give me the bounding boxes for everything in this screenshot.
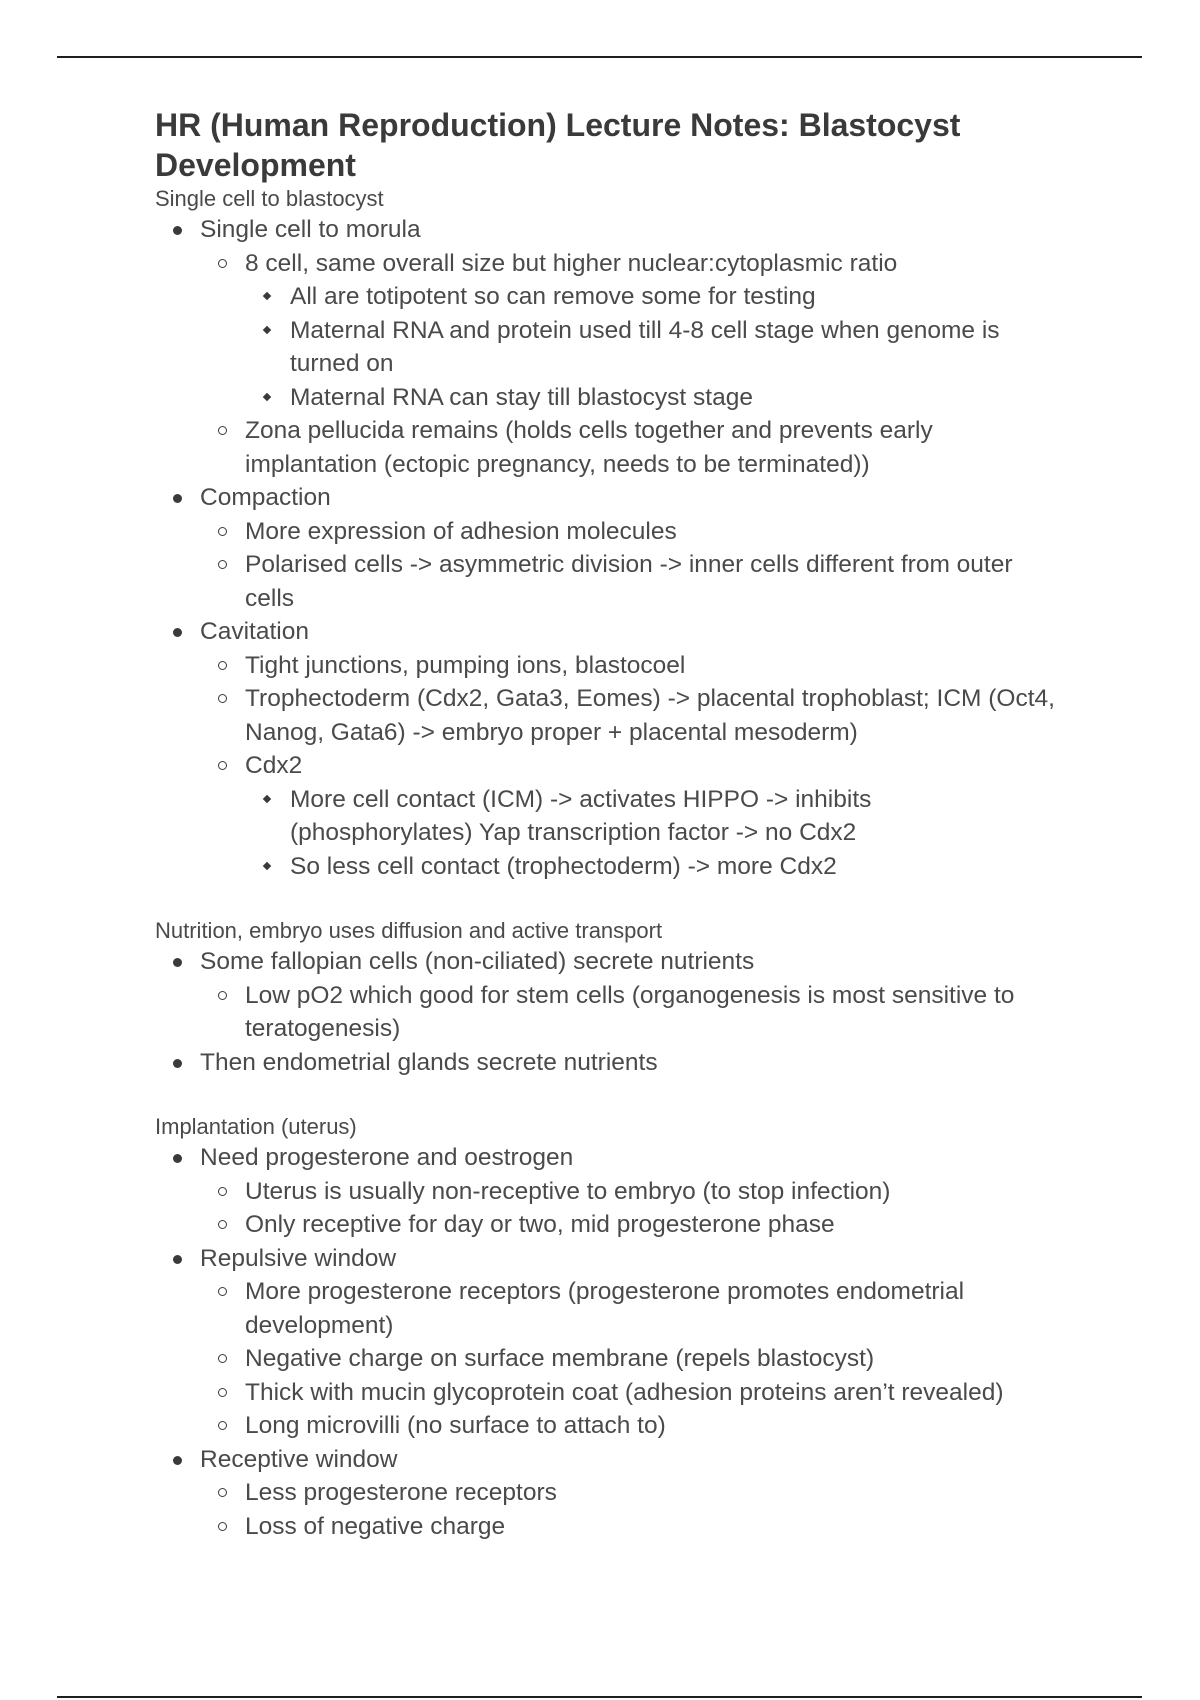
bullet-list <box>155 213 1055 883</box>
bullet-icon <box>155 481 200 515</box>
list-item: Less progesterone receptors <box>200 1476 1055 1510</box>
list-item: Cavitation Tight junctions, pumping ions, blastocoel Trophectoderm (Cdx2, Gata3, Eomes) -> placental trophoblast; ICM (Oct4, Nanog, Gata6) -> embryo proper + placental mesoderm) Cdx2 More cell contact (ICM) -> activates HIPPO -> inhibits (phosphorylates) Yap transcription factor -> no Cdx2 So less cell contact (trophectoderm) -> more Cdx2 <box>155 615 1055 883</box>
diamond-bullet-icon <box>245 280 290 314</box>
list-item: Maternal RNA can stay till blastocyst stage <box>245 381 1055 415</box>
list-item: Long microvilli (no surface to attach to) <box>200 1409 1055 1443</box>
list-item: So less cell contact (trophectoderm) -> more Cdx2 <box>245 850 1055 884</box>
list-item: All are totipotent so can remove some for testing <box>245 280 1055 314</box>
list-item: Receptive window Less progesterone receptors Loss of negative charge <box>155 1443 1055 1544</box>
sub-list <box>200 649 1055 884</box>
circle-bullet-icon <box>200 1275 245 1309</box>
list-item: More cell contact (ICM) -> activates HIPPO -> inhibits (phosphorylates) Yap transcription factor -> no Cdx2 <box>245 783 1055 850</box>
diamond-bullet-icon <box>245 783 290 817</box>
list-item: More progesterone receptors (progesterone promotes endometrial development) <box>200 1275 1055 1342</box>
circle-bullet-icon <box>200 1376 245 1410</box>
sub-sub-list <box>245 783 1055 884</box>
bottom-divider <box>57 1696 1142 1698</box>
circle-bullet-icon <box>200 1510 245 1544</box>
sub-list <box>200 1476 1055 1543</box>
circle-bullet-icon <box>200 1409 245 1443</box>
list-item: More expression of adhesion molecules <box>200 515 1055 549</box>
list-item: Need progesterone and oestrogen Uterus is usually non-receptive to embryo (to stop infection) Only receptive for day or two, mid progesterone phase <box>155 1141 1055 1242</box>
list-item: Compaction More expression of adhesion molecules Polarised cells -> asymmetric division -> inner cells different from outer cells <box>155 481 1055 615</box>
list-item: Thick with mucin glycoprotein coat (adhesion proteins aren’t revealed) <box>200 1376 1055 1410</box>
circle-bullet-icon <box>200 979 245 1013</box>
list-item: Repulsive window More progesterone receptors (progesterone promotes endometrial development) Negative charge on surface membrane (repels blastocyst) Thick with mucin glycoprotein coat (adhesion proteins aren’t revealed) Long microvilli (no surface to attach to) <box>155 1242 1055 1443</box>
sub-list <box>200 979 1055 1046</box>
circle-bullet-icon <box>200 1175 245 1209</box>
circle-bullet-icon <box>200 247 245 281</box>
bullet-icon <box>155 1046 200 1080</box>
section-heading: Nutrition, embryo uses diffusion and active transport <box>155 918 663 943</box>
list-item: Cdx2 More cell contact (ICM) -> activates HIPPO -> inhibits (phosphorylates) Yap transcription factor -> no Cdx2 So less cell contact (trophectoderm) -> more Cdx2 <box>200 749 1055 883</box>
sub-list <box>200 247 1055 482</box>
list-item: Then endometrial glands secrete nutrients <box>155 1046 1055 1080</box>
bullet-icon <box>155 1242 200 1276</box>
list-item: Negative charge on surface membrane (repels blastocyst) <box>200 1342 1055 1376</box>
circle-bullet-icon <box>200 548 245 582</box>
section-single-cell <box>155 185 1055 883</box>
sub-list <box>200 515 1055 616</box>
circle-bullet-icon <box>200 1342 245 1376</box>
sub-list <box>200 1175 1055 1242</box>
page-title: HR (Human Reproduction) Lecture Notes: Blastocyst Development <box>155 107 961 183</box>
bullet-icon <box>155 945 200 979</box>
bullet-icon <box>155 1141 200 1175</box>
section-heading: Single cell to blastocyst <box>155 186 384 211</box>
list-item: Single cell to morula 8 cell, same overall size but higher nuclear:cytoplasmic ratio All are totipotent so can remove some for testing Maternal RNA and protein used till 4-8 cell stage when genome is turned on Maternal RNA can stay till blastocyst stage Zona pellucida remains (holds cells together and prevents early implantation (ectopic pregnancy, needs to be terminated)) <box>155 213 1055 481</box>
list-item: Uterus is usually non-receptive to embryo (to stop infection) <box>200 1175 1055 1209</box>
bullet-list <box>155 1141 1055 1543</box>
section-implantation <box>155 1113 1055 1543</box>
list-item: Loss of negative charge <box>200 1510 1055 1544</box>
list-item: Only receptive for day or two, mid progesterone phase <box>200 1208 1055 1242</box>
bullet-icon <box>155 1443 200 1477</box>
circle-bullet-icon <box>200 749 245 783</box>
circle-bullet-icon <box>200 1208 245 1242</box>
bullet-icon <box>155 615 200 649</box>
diamond-bullet-icon <box>245 381 290 415</box>
section-nutrition <box>155 917 1055 1079</box>
document-body <box>155 105 1055 1577</box>
circle-bullet-icon <box>200 682 245 716</box>
bullet-list <box>155 945 1055 1079</box>
list-item: Tight junctions, pumping ions, blastocoel <box>200 649 1055 683</box>
circle-bullet-icon <box>200 649 245 683</box>
diamond-bullet-icon <box>245 850 290 884</box>
bullet-icon <box>155 213 200 247</box>
diamond-bullet-icon <box>245 314 290 348</box>
top-divider <box>57 56 1142 58</box>
list-item: Polarised cells -> asymmetric division -> inner cells different from outer cells <box>200 548 1055 615</box>
sub-list <box>200 1275 1055 1443</box>
list-item: Maternal RNA and protein used till 4-8 cell stage when genome is turned on <box>245 314 1055 381</box>
circle-bullet-icon <box>200 515 245 549</box>
list-item: Low pO2 which good for stem cells (organogenesis is most sensitive to teratogenesis) <box>200 979 1055 1046</box>
list-item: Some fallopian cells (non-ciliated) secrete nutrients Low pO2 which good for stem cells (organogenesis is most sensitive to teratogenesis) <box>155 945 1055 1046</box>
sub-sub-list <box>245 280 1055 414</box>
section-heading: Implantation (uterus) <box>155 1114 357 1139</box>
list-item: 8 cell, same overall size but higher nuclear:cytoplasmic ratio All are totipotent so can remove some for testing Maternal RNA and protein used till 4-8 cell stage when genome is turned on Maternal RNA can stay till blastocyst stage <box>200 247 1055 415</box>
circle-bullet-icon <box>200 1476 245 1510</box>
list-item: Zona pellucida remains (holds cells together and prevents early implantation (ectopic pregnancy, needs to be terminated)) <box>200 414 1055 481</box>
list-item: Trophectoderm (Cdx2, Gata3, Eomes) -> placental trophoblast; ICM (Oct4, Nanog, Gata6) -> embryo proper + placental mesoderm) <box>200 682 1055 749</box>
circle-bullet-icon <box>200 414 245 448</box>
